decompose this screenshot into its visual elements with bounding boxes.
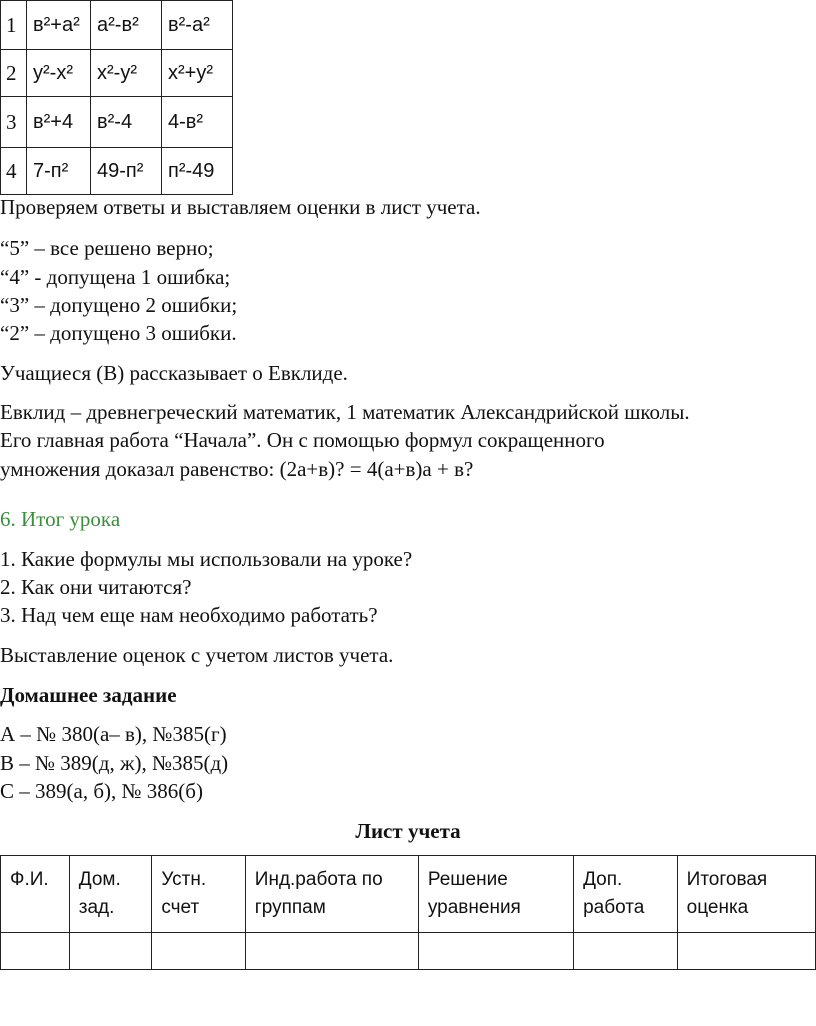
formula-cell: в²-4 [91,97,162,148]
formula-cell: у²-х² [27,50,91,97]
formula-cell: а²-в² [91,1,162,50]
sheet-header-text: зад. [78,897,115,918]
sheet-header-text: Доп. [583,869,623,890]
grade-criterion-2: “2” – допущено 3 ошибки. [0,321,237,345]
sheet-empty-cell [418,933,573,970]
sheet-header-text: Дом. [78,869,121,890]
sheet-header-text: уравнения [427,897,521,918]
sheet-empty-cell [69,933,152,970]
sheet-empty-cell [245,933,418,970]
grading-note: Выставление оценок с учетом листов учета. [0,643,394,667]
sheet-column-header [677,856,815,933]
grade-sheet-table [0,855,816,970]
sheet-header-text: Ф.И. [10,869,49,890]
formula-cell: в²-а² [162,1,233,50]
formula-cell: п²-49 [162,148,233,195]
formula-row [1,50,233,97]
formula-cell: х²-у² [91,50,162,97]
sheet-empty-cell [1,933,70,970]
grade-criterion-5: “5” – все решено верно; [0,236,214,260]
formula-cell: в²+а² [27,1,91,50]
formula-cell: 7-п² [27,148,91,195]
question-2: 2. Как они читаются? [0,575,192,599]
grade-criterion-3: “3” – допущено 2 ошибки; [0,293,238,317]
sheet-empty-cell [152,933,245,970]
sheet-title: Лист учета [355,819,461,843]
grade-criterion-4: “4” - допущена 1 ошибка; [0,265,231,289]
row-number: 4 [1,148,27,195]
sheet-header-text: Устн. [161,869,207,890]
formula-cell: 49-п² [91,148,162,195]
sheet-column-header [1,856,70,933]
sheet-column-header [418,856,573,933]
sheet-header-text: группам [254,897,326,918]
grade-sheet-empty-row [1,933,816,970]
question-3: 3. Над чем еще нам необходимо работать? [0,603,378,627]
row-number: 3 [1,97,27,148]
sheet-header-text: работа [583,897,645,918]
formula-cell: в²+4 [27,97,91,148]
sheet-column-header [245,856,418,933]
sheet-column-header [152,856,245,933]
formula-row [1,148,233,195]
sheet-empty-cell [574,933,678,970]
formula-cell: 4-в² [162,97,233,148]
formula-cell: х²+у² [162,50,233,97]
sheet-empty-cell [677,933,815,970]
sheet-column-header [69,856,152,933]
row-number: 1 [1,1,27,50]
homework-item-b: В – № 389(д, ж), №385(д) [0,751,229,775]
euclid-line-1: Евклид – древнегреческий математик, 1 математик Александрийской школы. [0,400,690,424]
homework-title: Домашнее задание [0,683,177,707]
formula-row [1,97,233,148]
formula-row [1,1,233,50]
sheet-column-header [574,856,678,933]
euclid-line-2: Его главная работа “Начала”. Он с помощью формул сокращенного [0,428,605,452]
sheet-header-text: Итоговая [686,869,768,890]
check-instruction: Проверяем ответы и выставляем оценки в лист учета. [0,195,481,219]
sheet-header-text: счет [161,897,200,918]
sheet-header-text: оценка [686,897,749,918]
euclid-line-3: умножения доказал равенство: (2а+в)? = 4(а+в)а + в? [0,457,474,481]
student-report-line: Учащиеся (В) рассказывает о Евклиде. [0,361,348,385]
homework-item-c: С – 389(а, б), № 386(б) [0,779,203,803]
homework-item-a: А – № 380(а– в), №385(г) [0,722,227,746]
question-1: 1. Какие формулы мы использовали на уроке? [0,547,413,571]
section-heading-lesson-summary: 6. Итог урока [0,507,121,531]
sheet-header-text: Решение [427,869,508,890]
formula-table [0,0,233,195]
sheet-header-text: Инд.работа по [254,869,383,890]
row-number: 2 [1,50,27,97]
